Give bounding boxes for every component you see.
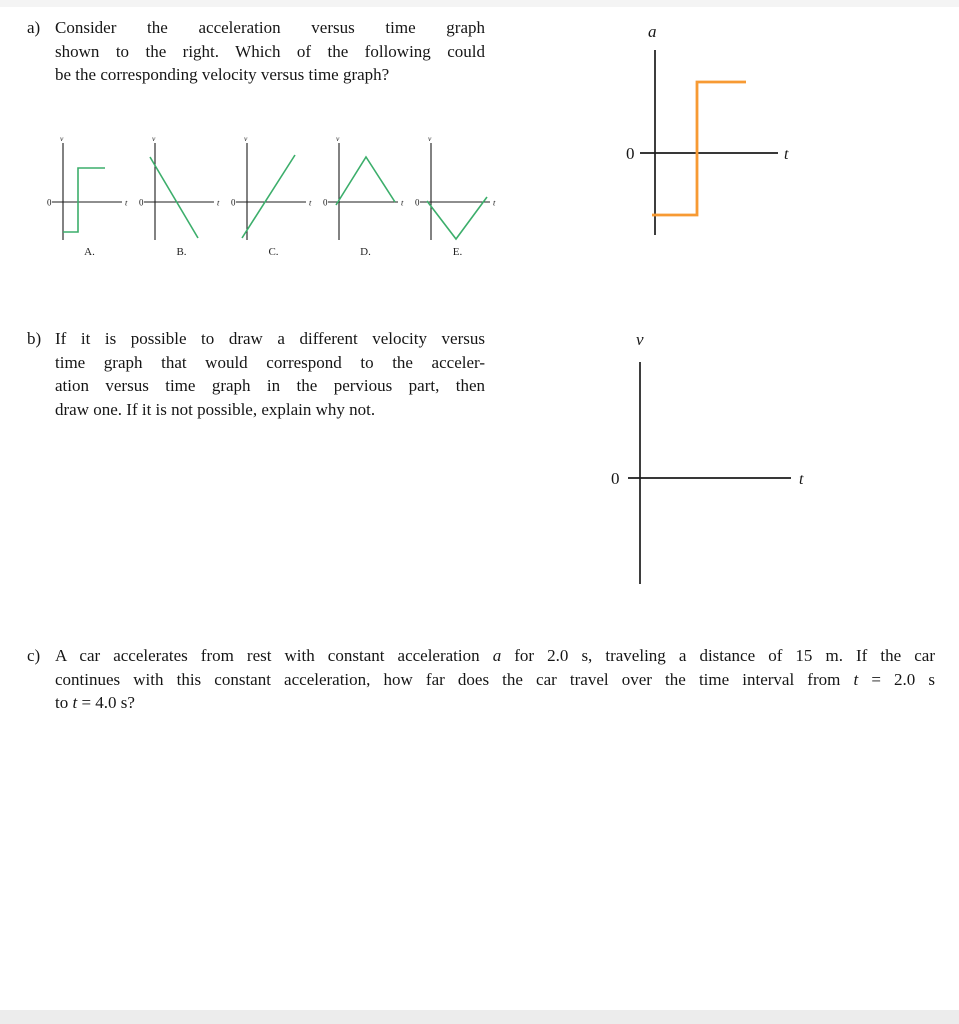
- velocity-curve: [427, 197, 487, 239]
- choice-label: C.: [268, 246, 279, 258]
- velocity-curve: [150, 157, 198, 238]
- top-edge-strip: [0, 0, 959, 7]
- text-line: time graph that would correspond to the acceler-: [55, 352, 485, 372]
- origin-label: 0: [415, 197, 420, 208]
- origin-label: 0: [139, 197, 144, 208]
- part-c-text: [55, 644, 935, 715]
- velocity-time-graph-blank: [598, 326, 813, 588]
- x-axis-label: t: [125, 197, 128, 208]
- text-segment: A car accelerates from rest with constant acceleration: [55, 646, 493, 665]
- answer-choice-E: [413, 133, 502, 258]
- answer-choice-D: [321, 133, 410, 258]
- y-axis-label: v: [152, 134, 156, 143]
- bottom-edge-strip: [0, 1010, 959, 1024]
- x-axis-label: t: [217, 197, 220, 208]
- answer-choice-C: [229, 133, 318, 258]
- y-axis-label: a: [648, 22, 657, 41]
- choice-label: D.: [360, 246, 371, 258]
- text-line: If it is possible to draw a different velocity versus: [55, 329, 485, 348]
- x-axis-label: t: [799, 471, 804, 488]
- answer-choices-row: [45, 133, 502, 258]
- y-axis-label: v: [636, 330, 644, 349]
- text-segment: = 2.0 s: [858, 669, 936, 689]
- origin-label: 0: [47, 197, 52, 208]
- text-line: be the corresponding velocity versus time graph?: [55, 65, 390, 84]
- x-axis-label: t: [784, 146, 789, 163]
- text-segment: to: [55, 693, 73, 712]
- part-b-text: [55, 327, 485, 421]
- velocity-curve: [336, 157, 395, 205]
- y-axis-label: v: [336, 134, 340, 143]
- choice-A-velocity-graph: [45, 133, 134, 243]
- choice-label: E.: [452, 246, 463, 258]
- text-line: [55, 691, 935, 715]
- origin-label: 0: [626, 144, 635, 163]
- choice-E-velocity-graph: [413, 133, 502, 243]
- variable-t: t: [853, 669, 859, 689]
- x-axis-label: t: [309, 197, 312, 208]
- choice-C-velocity-graph: [229, 133, 318, 243]
- text-line: Consider the acceleration versus time graph: [55, 18, 485, 37]
- y-axis-label: v: [244, 134, 248, 143]
- origin-label: 0: [231, 197, 236, 208]
- text-line: draw one. If it is not possible, explain why not.: [55, 399, 376, 419]
- text-segment: = 4.0 s?: [77, 693, 135, 712]
- x-axis-label: t: [401, 197, 404, 208]
- text-line: [55, 668, 935, 692]
- part-a-label: a): [27, 18, 41, 37]
- part-b-label: b): [27, 329, 42, 348]
- text-line: [55, 644, 935, 668]
- velocity-curve: [242, 155, 295, 238]
- y-axis-label: v: [428, 134, 432, 143]
- text-segment: for 2.0 s, traveling a distance of 15 m. If the car: [501, 646, 935, 665]
- origin-label: 0: [611, 469, 620, 488]
- question-part-b: [27, 327, 485, 421]
- acceleration-curve: [652, 82, 746, 215]
- x-axis-label: t: [493, 197, 496, 208]
- velocity-curve: [63, 168, 105, 232]
- part-c-label: c): [27, 646, 41, 665]
- part-a-text: [55, 16, 485, 87]
- acceleration-time-graph: [615, 20, 805, 242]
- text-line: shown to the right. Which of the following could: [55, 41, 485, 61]
- origin-label: 0: [323, 197, 328, 208]
- choice-D-velocity-graph: [321, 133, 410, 243]
- text-segment: continues with this constant acceleration, how far does the car travel over the time interval from: [55, 669, 854, 689]
- text-line: ation versus time graph in the pervious part, then: [55, 376, 485, 395]
- variable-t: t: [72, 693, 78, 712]
- choice-B-velocity-graph: [137, 133, 226, 243]
- answer-choice-B: [137, 133, 226, 258]
- variable-a: a: [492, 646, 502, 665]
- question-part-a: [27, 16, 485, 87]
- answer-choice-A: [45, 133, 134, 258]
- choice-label: A.: [84, 246, 95, 258]
- y-axis-label: v: [60, 134, 64, 143]
- choice-label: B.: [176, 246, 187, 258]
- question-part-c: [27, 644, 935, 715]
